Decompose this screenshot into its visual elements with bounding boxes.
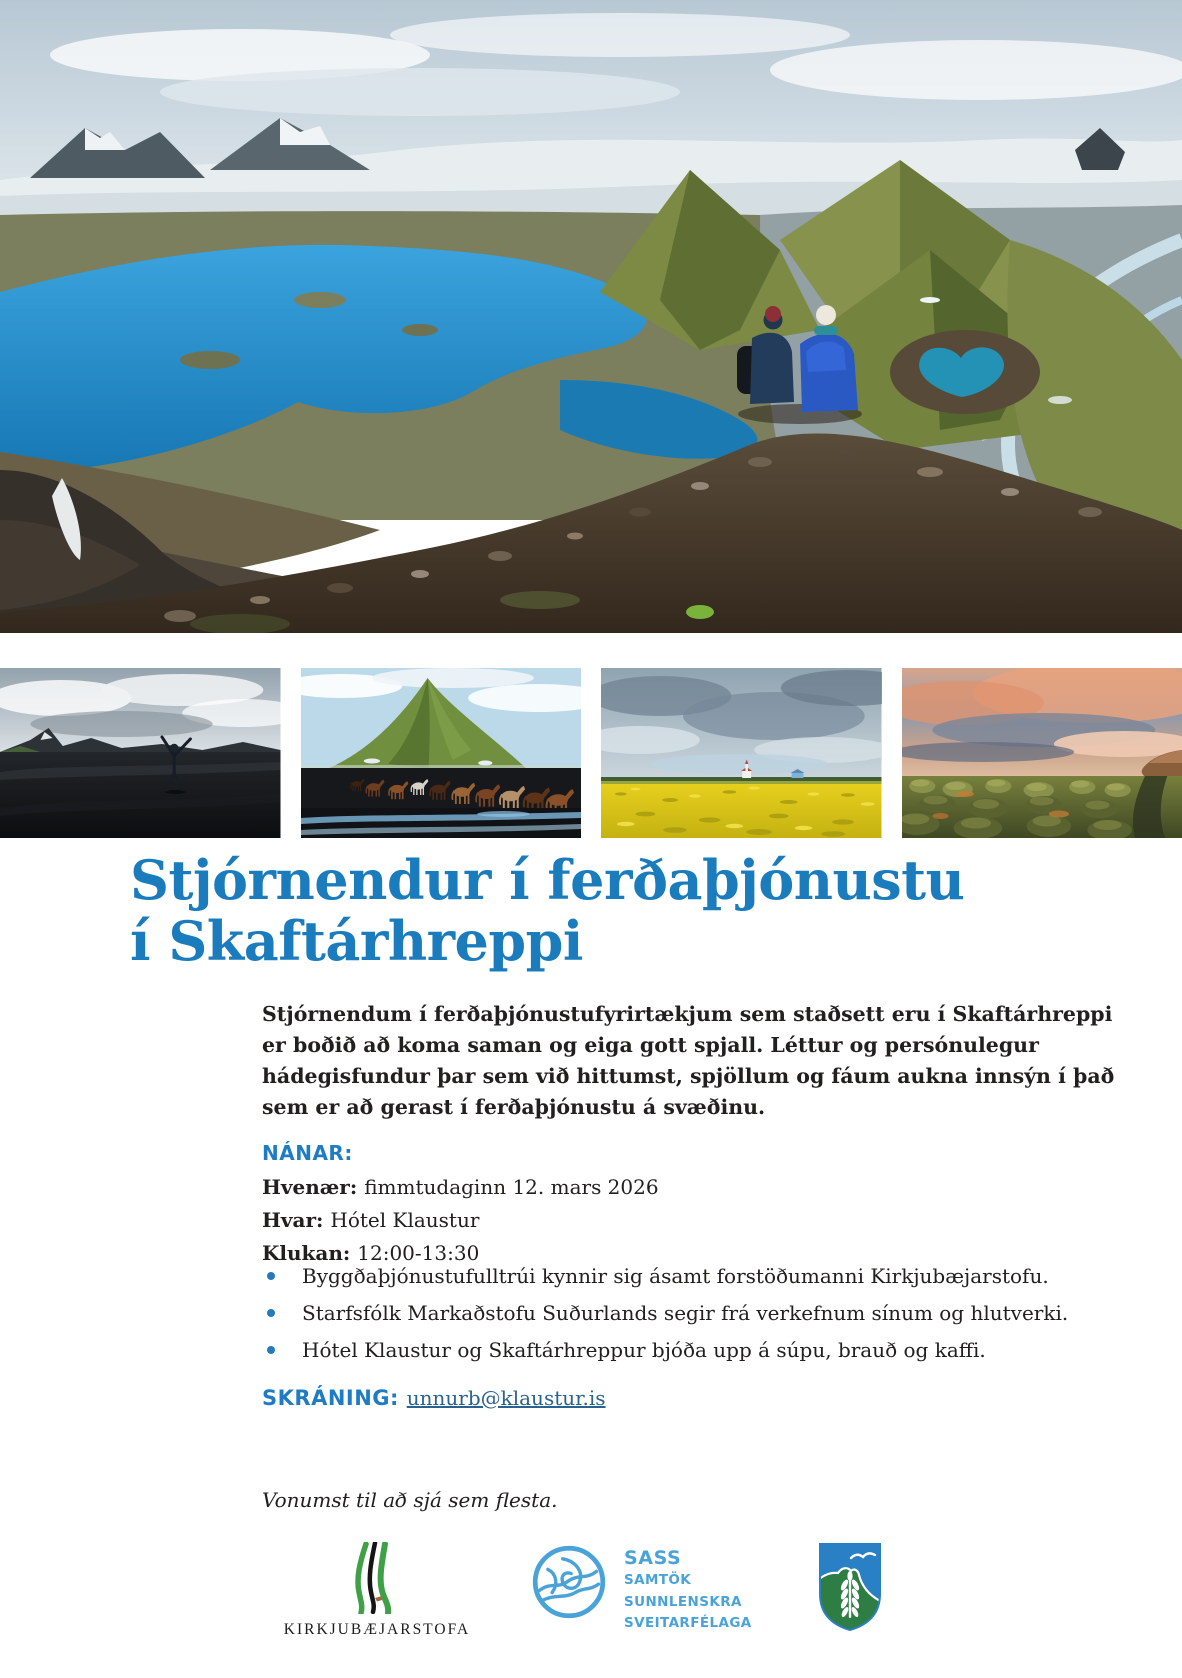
details-heading: NÁNAR: [262,1141,353,1165]
detail-label: Klukan: [262,1241,351,1265]
detail-value: fimmtudaginn 12. mars 2026 [364,1175,659,1199]
page-title [130,850,964,972]
thumbnail-yellow-field-church [601,668,882,838]
sass-line: SAMTÖK [624,1572,692,1588]
sass-line: SUNNLENSKRA [624,1593,742,1610]
thumbnail-moss-lava-sunset [902,668,1182,838]
details-list [262,1171,659,1270]
page-title-line2: í Skaftárhreppi [130,909,583,973]
detail-label: Hvenær: [262,1175,358,1199]
detail-value: 12:00-13:30 [357,1241,480,1265]
intro-line: er boðið að koma saman og eiga gott spjall. Léttur og persónulegur [262,1033,1039,1057]
thumbnail-black-sand-person [0,668,281,838]
sass-logo-text [624,1544,752,1634]
intro-line: sem er að gerast í ferðaþjónustu á svæðinu. [262,1095,766,1119]
kirkjubaejarstofa-logo [272,1542,482,1639]
sass-abbr: SASS [624,1547,682,1569]
bullet-item: Starfsfólk Markaðstofu Suðurlands segir frá verkefnum sínum og hlutverki. [262,1301,1068,1326]
skaftarhreppur-shield-logo [818,1542,882,1632]
signup-row [262,1386,606,1410]
sass-logo [531,1544,752,1634]
skaftarhreppur-shield-icon [818,1542,882,1632]
intro-line: hádegisfundur þar sem við hittumst, spjöllum og fáum aukna innsýn í það [262,1064,1115,1088]
agenda-bullet-list [262,1264,1068,1375]
detail-row-when [262,1171,659,1204]
page-title-line1: Stjórnendur í ferðaþjónustu [130,848,965,912]
signup-label: SKRÁNING: [262,1386,399,1410]
bullet-item: Hótel Klaustur og Skaftárhreppur bjóða upp á súpu, brauð og kaffi. [262,1338,1068,1363]
kirkjubaejarstofa-logo-icon [345,1542,409,1614]
closing-note: Vonumst til að sjá sem flesta. [262,1488,558,1512]
detail-label: Hvar: [262,1208,324,1232]
signup-email-link[interactable]: unnurb@klaustur.is [406,1386,606,1410]
detail-value: Hótel Klaustur [330,1208,480,1232]
thumbnail-horses-mountain [301,668,582,838]
sass-logo-icon [531,1544,607,1620]
intro-line: Stjórnendum í ferðaþjónustufyrirtækjum sem staðsett eru í Skaftárhreppi [262,1002,1113,1026]
sass-line: SVEITARFÉLAGA [624,1615,752,1631]
bullet-item: Byggðaþjónustufulltrúi kynnir sig ásamt forstöðumanni Kirkjubæjarstofu. [262,1264,1068,1289]
intro-paragraph [262,999,1114,1123]
hero-image [0,0,1182,633]
kirkjubaejarstofa-logo-text: KIRKJUBÆJARSTOFA [283,1621,471,1638]
thumbnail-strip [0,668,1182,838]
detail-row-where [262,1204,659,1237]
